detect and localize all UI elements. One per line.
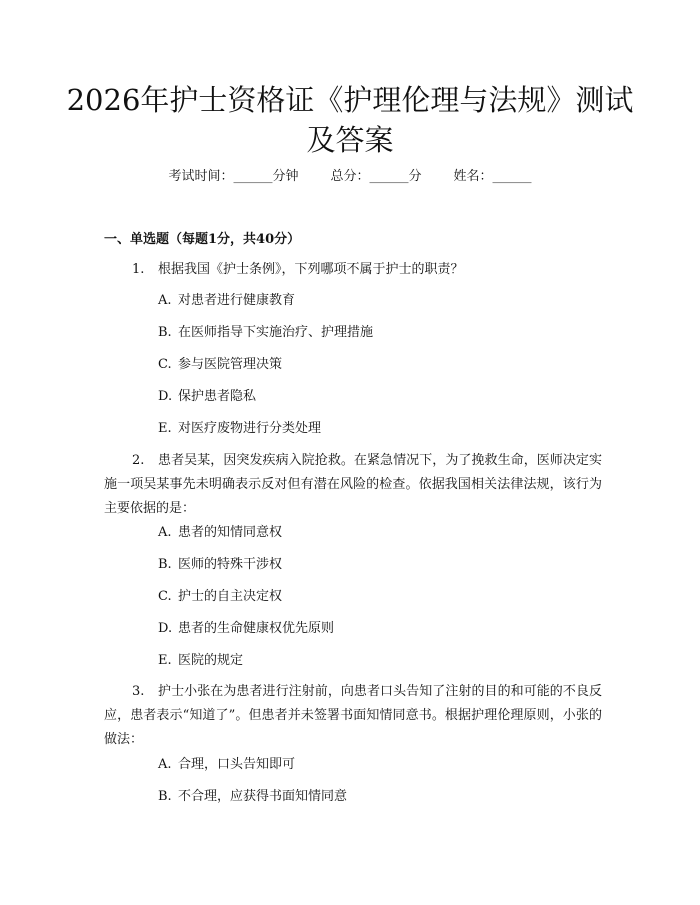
option-2c — [158, 586, 282, 608]
exam-time-unit: 分钟 — [272, 169, 299, 184]
option-text: 保护患者隐私 — [178, 389, 257, 404]
option-1c — [158, 354, 282, 376]
question-number: 3. — [132, 684, 145, 699]
option-1e — [158, 418, 321, 440]
document-title: 2026年护士资格证《护理伦理与法规》测试及答案 — [66, 83, 634, 157]
option-text: 对患者进行健康教育 — [178, 293, 296, 308]
question-1 — [104, 258, 602, 282]
option-letter: C. — [158, 589, 172, 604]
option-letter: B. — [158, 789, 172, 804]
section-heading: 一、单选题（每题1分，共40分） — [104, 232, 301, 247]
option-text: 患者的生命健康权优先原则 — [178, 621, 335, 636]
option-3a — [158, 754, 295, 776]
option-1d — [158, 386, 256, 408]
option-text: 参与医院管理决策 — [178, 357, 283, 372]
option-text: 不合理，应获得书面知情同意 — [178, 789, 348, 804]
option-letter: C. — [158, 357, 172, 372]
total-score-unit: 分 — [408, 169, 422, 184]
option-2b — [158, 554, 282, 576]
option-2a — [158, 522, 282, 544]
option-letter: A. — [158, 757, 172, 772]
option-text: 对医疗废物进行分类处理 — [178, 421, 322, 436]
option-text: 在医师指导下实施治疗、护理措施 — [178, 325, 374, 340]
option-text: 护士的自主决定权 — [178, 589, 283, 604]
option-1b — [158, 322, 373, 344]
option-letter: E. — [158, 653, 172, 668]
option-letter: D. — [158, 621, 173, 636]
option-letter: B. — [158, 557, 172, 572]
option-2e — [158, 650, 243, 672]
option-1a — [158, 290, 295, 312]
question-number: 1. — [132, 262, 145, 277]
option-2d — [158, 618, 334, 640]
total-score-blank: ______ — [369, 169, 409, 184]
option-3b — [158, 786, 347, 808]
question-number: 2. — [132, 453, 145, 468]
question-3 — [104, 680, 602, 752]
exam-time-label: 考试时间： — [168, 169, 234, 184]
option-text: 患者的知情同意权 — [178, 525, 283, 540]
exam-time-blank: ______ — [233, 169, 273, 184]
option-letter: E. — [158, 421, 172, 436]
option-letter: D. — [158, 389, 173, 404]
exam-info-line — [0, 166, 700, 188]
option-text: 医师的特殊干涉权 — [178, 557, 283, 572]
option-text: 医院的规定 — [178, 653, 244, 668]
question-text: 护士小张在为患者进行注射前，向患者口头告知了注射的目的和可能的不良反应，患者表示“知道了”。但患者并未签署书面知情同意书。根据护理伦理原则，小张的做法： — [104, 684, 602, 747]
question-text: 根据我国《护士条例》，下列哪项不属于护士的职责？ — [158, 262, 464, 277]
option-text: 合理，口头告知即可 — [178, 757, 296, 772]
total-score-label: 总分： — [330, 169, 370, 184]
option-letter: A. — [158, 293, 172, 308]
option-letter: A. — [158, 525, 172, 540]
name-blank: ______ — [492, 169, 532, 184]
question-2 — [104, 449, 602, 521]
name-label: 姓名： — [453, 169, 493, 184]
question-text: 患者吴某，因突发疾病入院抢救。在紧急情况下，为了挽救生命，医师决定实施一项吴某事先未明确表示反对但有潜在风险的检查。依据我国相关法律法规，该行为主要依据的是： — [104, 453, 602, 516]
option-letter: B. — [158, 325, 172, 340]
